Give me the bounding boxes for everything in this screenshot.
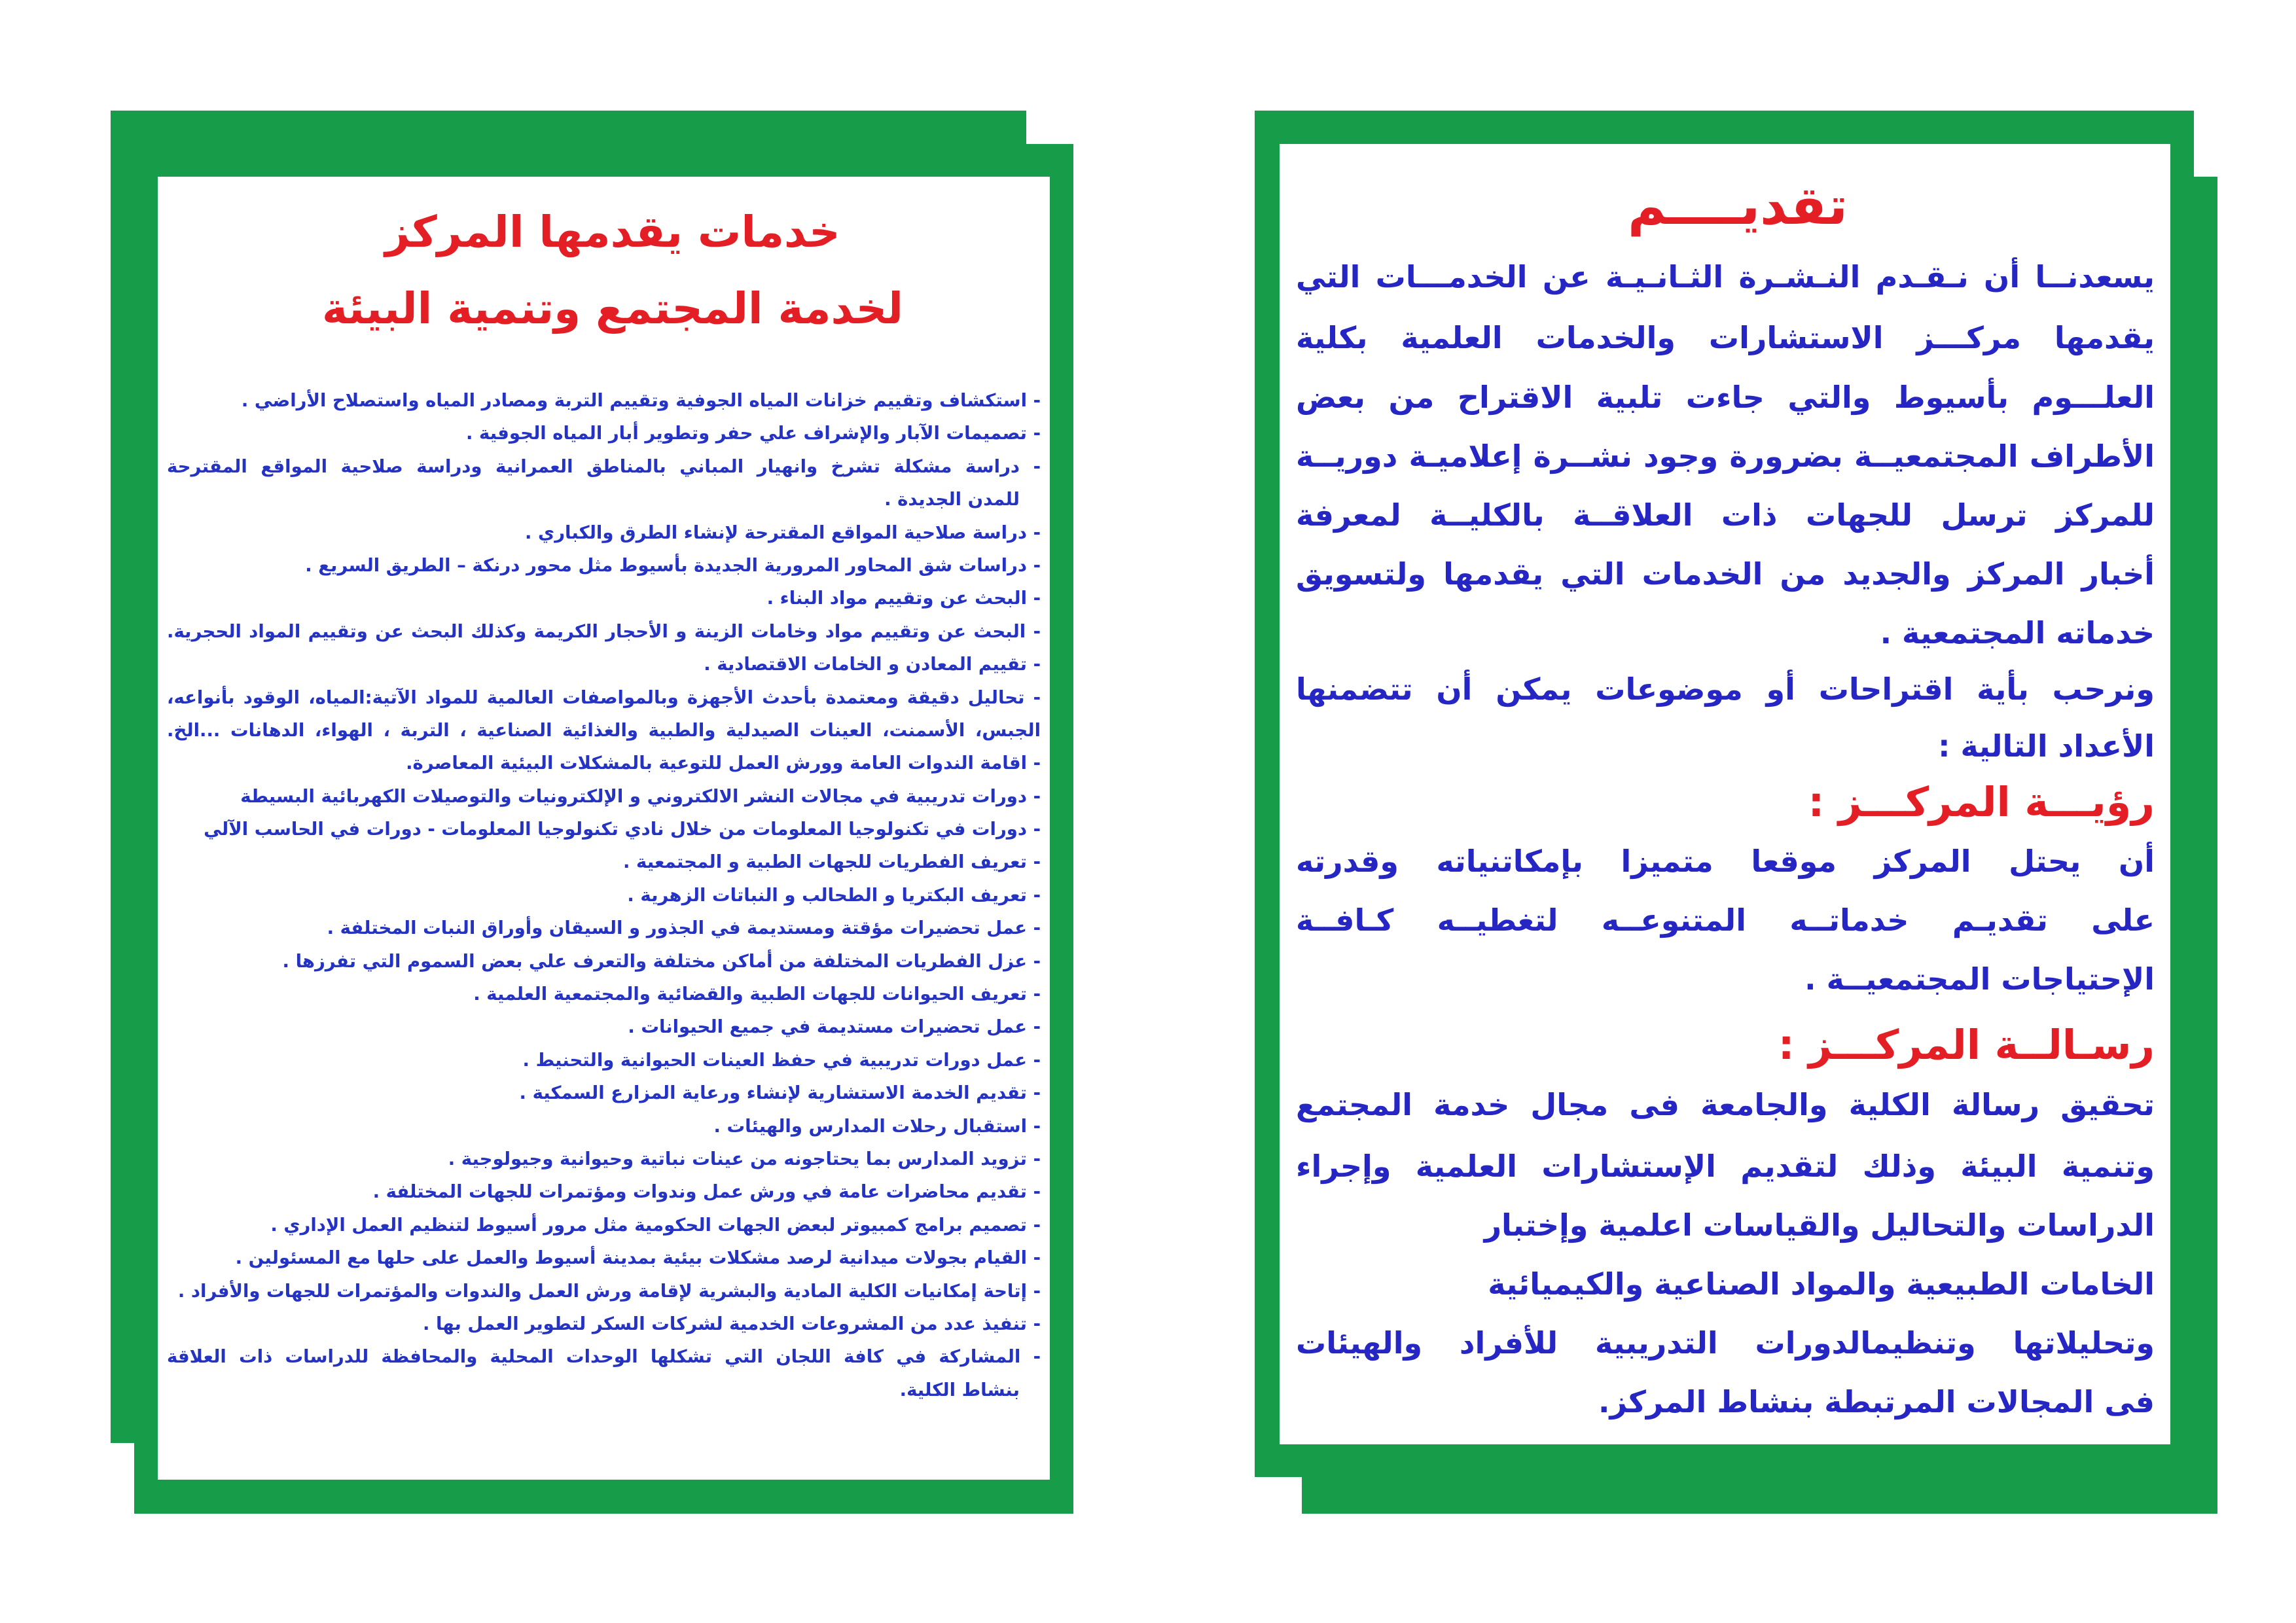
service-line: - البحث عن وتقييم مواد وخامات الزينة و الأحجار الكريمة وكذلك البحث عن وتقييم المواد الحجرية. xyxy=(167,620,1041,642)
intro-title: تقديــــم xyxy=(1628,175,1848,236)
intro-line: الأعداد التالية : xyxy=(1938,728,2155,764)
service-line: - تقييم المعادن و الخامات الاقتصادية . xyxy=(704,654,1041,675)
service-line: - عمل تحضيرات مؤقتة ومستديمة في الجذور و السيقان وأوراق النبات المختلفة . xyxy=(327,918,1041,939)
intro-line: أخبار المركز والجديد من الخدمات التي يقدمها ولتسويق xyxy=(1296,556,2155,592)
vision-line: أن يحتل المركز موقعا متميزا بإمكاتنياته وقدرته xyxy=(1296,844,2155,879)
intro-line: يسعدنــا أن نـقـدم النـشـرة الثـانـيـة عن الخدمـــات التي xyxy=(1296,259,2155,294)
mission-heading: رسـالــة المركـــز : xyxy=(1778,1021,2155,1069)
service-line: - تعريف البكتريا و الطحالب و النباتات الزهرية . xyxy=(627,884,1041,906)
service-line: - إتاحة إمكانيات الكلية المادية والبشرية لإقامة ورش العمل والندوات والمؤتمرات للجهات والأفراد . xyxy=(177,1280,1041,1302)
service-line: - تصميم برامج كمبيوتر لبعض الجهات الحكومية مثل مرور أسيوط لتنظيم العمل الإداري . xyxy=(270,1214,1041,1236)
mission-line: وتحليلاتها وتنظيمالدورات التدريبية للأفراد والهيئات xyxy=(1296,1325,2155,1361)
service-line: - استقبال رحلات المدارس والهيئات . xyxy=(713,1115,1041,1137)
service-line: - عمل دورات تدريبية في حفظ العينات الحيوانية والتحنيط . xyxy=(522,1049,1041,1071)
vision-line: على تقديـم خدماتــه المتنوعــه لتغطيــه كـافــة xyxy=(1296,902,2155,938)
intro-line: ونرحب بأية اقتراحات أو موضوعات يمكن أن تتضمنها xyxy=(1296,671,2155,707)
service-line: - تزويد المدارس بما يحتاجونه من عينات نباتية وحيوانية وجيولوجية . xyxy=(448,1148,1041,1169)
services-title-line1: خدمات يقدمها المركز xyxy=(385,207,840,257)
service-line: - تقديم الخدمة الاستشارية لإنشاء ورعاية المزارع السمكية . xyxy=(519,1082,1041,1104)
service-line: - اقامة الندوات العامة وورش العمل للتوعية بالمشكلات البيئية المعاصرة. xyxy=(406,753,1041,774)
service-line: - دراسة مشكلة تشرخ وانهيار المباني بالمناطق العمرانية ودراسة صلاحية المواقع المقترحة xyxy=(167,455,1041,477)
service-line: - دورات في تكنولوجيا المعلومات من خلال نادي تكنولوجيا المعلومات - دورات في الحاسب الآلي xyxy=(204,819,1041,840)
service-line: - دراسات شق المحاور المرورية الجديدة بأسيوط مثل محور درنكة – الطريق السريع . xyxy=(305,554,1041,576)
mission-line: الخامات الطبيعية والمواد الصناعية والكيميائية xyxy=(1488,1266,2155,1302)
intro-line: العلـــوم بأسيوط والتي جاءت تلبية الاقتراح من بعض xyxy=(1296,380,2155,415)
mission-line: فى المجالات المرتبطة بنشاط المركز. xyxy=(1598,1384,2155,1419)
service-line: - استكشاف وتقييم خزانات المياه الجوفية وتقييم التربة ومصادر المياه واستصلاح الأراضي . xyxy=(241,390,1041,411)
intro-line: الأطراف المجتمعيــة بضرورة وجود نشــرة إعلاميـة دوريــة xyxy=(1296,438,2155,474)
intro-line: للمركز ترسل للجهات ذات العلاقــة بالكليــة لمعرفة xyxy=(1296,497,2155,533)
service-line: بنشاط الكلية. xyxy=(899,1379,1020,1400)
service-line: - تقديم محاضرات عامة في ورش عمل وندوات ومؤتمرات للجهات المختلفة . xyxy=(372,1181,1041,1203)
service-line: - تعريف الحيوانات للجهات الطبية والقضائية والمجتمعية العلمية . xyxy=(473,984,1041,1005)
services-list xyxy=(167,384,1041,1406)
vision-heading: رؤيـــة المركـــز : xyxy=(1808,778,2155,826)
intro-text-block xyxy=(1296,0,2155,1505)
services-title-line2: لخدمة المجتمع وتنمية البيئة xyxy=(321,283,903,334)
service-line: - تحاليل دقيقة ومعتمدة بأحدث الأجهزة وبالمواصفات العالمية للمواد الآتية:المياه، الوقود بأنواعه، xyxy=(167,687,1041,708)
service-line: الجبس، الأسمنت، العينات الصيدلية والطبية والغذائية الصناعية ، التربة ، الهواء، الدهانات ...الخ. xyxy=(167,719,1041,741)
mission-line: وتنمية البيئة وذلك لتقديم الإستشارات العلمية وإجراء xyxy=(1296,1149,2155,1184)
service-line: للمدن الجديدة . xyxy=(884,489,1020,510)
service-line: - القيام بجولات ميدانية لرصد مشكلات بيئية بمدينة أسيوط والعمل على حلها مع المسئولين . xyxy=(235,1247,1041,1269)
service-line: - المشاركة في كافة اللجان التي تشكلها الوحدات المحلية والمحافظة للدراسات ذات العلاقة xyxy=(167,1346,1041,1368)
service-line: - تصميمات الآبار والإشراف علي حفر وتطوير أبار المياه الجوفية . xyxy=(465,423,1041,444)
service-line: - عزل الفطريات المختلفة من أماكن مختلفة والتعرف علي بعض السموم التي تفرزها . xyxy=(282,950,1041,972)
service-line: - تنفيذ عدد من المشروعات الخدمية لشركات السكر لتطوير العمل بها . xyxy=(423,1313,1041,1334)
intro-line: يقدمها مركـــز الاستشارات والخدمات العلمية بكلية xyxy=(1296,320,2155,355)
service-line: - البحث عن وتقييم مواد البناء . xyxy=(766,588,1041,609)
mission-line: الدراسات والتحاليل والقياسات اعلمية وإختبار xyxy=(1484,1207,2155,1243)
service-line: - دراسة صلاحية المواقع المقترحة لإنشاء الطرق والكباري . xyxy=(524,522,1041,543)
service-line: - عمل تحضيرات مستديمة في جميع الحيوانات . xyxy=(628,1016,1041,1038)
intro-line: خدماته المجتمعية . xyxy=(1880,615,2155,651)
vision-line: الإحتياجات المجتمعيــة . xyxy=(1804,961,2155,997)
service-line: - دورات تدريبية في مجالات النشر الالكتروني و الإلكترونيات والتوصيلات الكهربائية البسيطة xyxy=(240,785,1041,807)
service-line: - تعريف الفطريات للجهات الطبية و المجتمعية . xyxy=(623,851,1041,873)
mission-line: تحقيق رسالة الكلية والجامعة فى مجال خدمة المجتمع xyxy=(1296,1087,2155,1122)
